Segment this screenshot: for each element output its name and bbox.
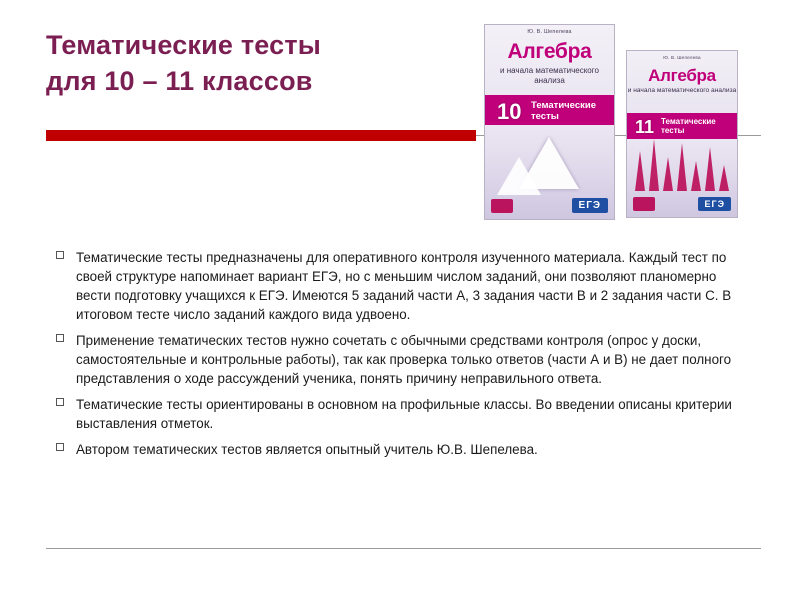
- publisher-mark-icon: [491, 199, 513, 213]
- triangle-decoration-small-icon: [497, 157, 541, 195]
- spikes-decoration-icon: [631, 133, 733, 191]
- list-item: [56, 395, 746, 433]
- book-author: Ю. В. Шепелева: [663, 55, 701, 60]
- book-cover-grade-11: [626, 50, 738, 218]
- footer-divider: [46, 548, 761, 549]
- book-grade: 11: [635, 117, 655, 137]
- list-item-text: Автором тематических тестов является опытный учитель Ю.В. Шепелева.: [76, 442, 538, 458]
- square-bullet-icon: [56, 334, 64, 342]
- exam-badge: ЕГЭ: [572, 198, 608, 213]
- book-subtitle: и начала математического анализа: [627, 87, 737, 94]
- book-title: Алгебра: [648, 66, 716, 85]
- book-series-label: Тематические тесты: [531, 100, 597, 122]
- body-content: [56, 248, 746, 466]
- square-bullet-icon: [56, 443, 64, 451]
- list-item: [56, 248, 746, 324]
- book-series-label: Тематические тесты: [661, 117, 716, 136]
- book-title: Алгебра: [507, 40, 592, 63]
- list-item-text: Тематические тесты предназначены для оперативного контроля изученного материала. Каждый тест по своей структуре напоминает вариант ЕГЭ, но с меньшим числом заданий, они позволяют планомерно вести подготовку учащихся к ЕГЭ. Имеются 5 заданий части А, 3 задания части В и 2 задания части С. В итоговом тесте число заданий каждого вида удвоено.: [76, 250, 732, 323]
- book-subtitle: и начала математического анализа: [500, 66, 599, 85]
- book-covers-group: [484, 24, 774, 234]
- book-author: Ю. В. Шепелева: [527, 29, 572, 35]
- book-grade: 10: [497, 99, 522, 124]
- square-bullet-icon: [56, 251, 64, 259]
- page-title-line-2: для 10 – 11 классов: [46, 65, 313, 96]
- book-cover-grade-10: [484, 24, 615, 220]
- list-item-text: Применение тематических тестов нужно сочетать с обычными средствами контроля (опрос у доски, самостоятельные и контрольные работы), так как проверка только ответов (части А и В) не дает полного представления о ходе рассуждений ученика, понять причину неправильного ответа.: [76, 333, 732, 387]
- square-bullet-icon: [56, 398, 64, 406]
- list-item-text: Тематические тесты ориентированы в основном на профильные классы. Во введении описаны критерии выставления отметок.: [76, 397, 732, 432]
- title-underline-bar: [46, 130, 476, 141]
- exam-badge: ЕГЭ: [698, 197, 731, 211]
- publisher-mark-icon: [633, 197, 655, 211]
- page-title: [46, 28, 476, 99]
- list-item: [56, 331, 746, 388]
- list-item: [56, 440, 746, 459]
- page-title-line-1: Тематические тесты: [46, 30, 322, 60]
